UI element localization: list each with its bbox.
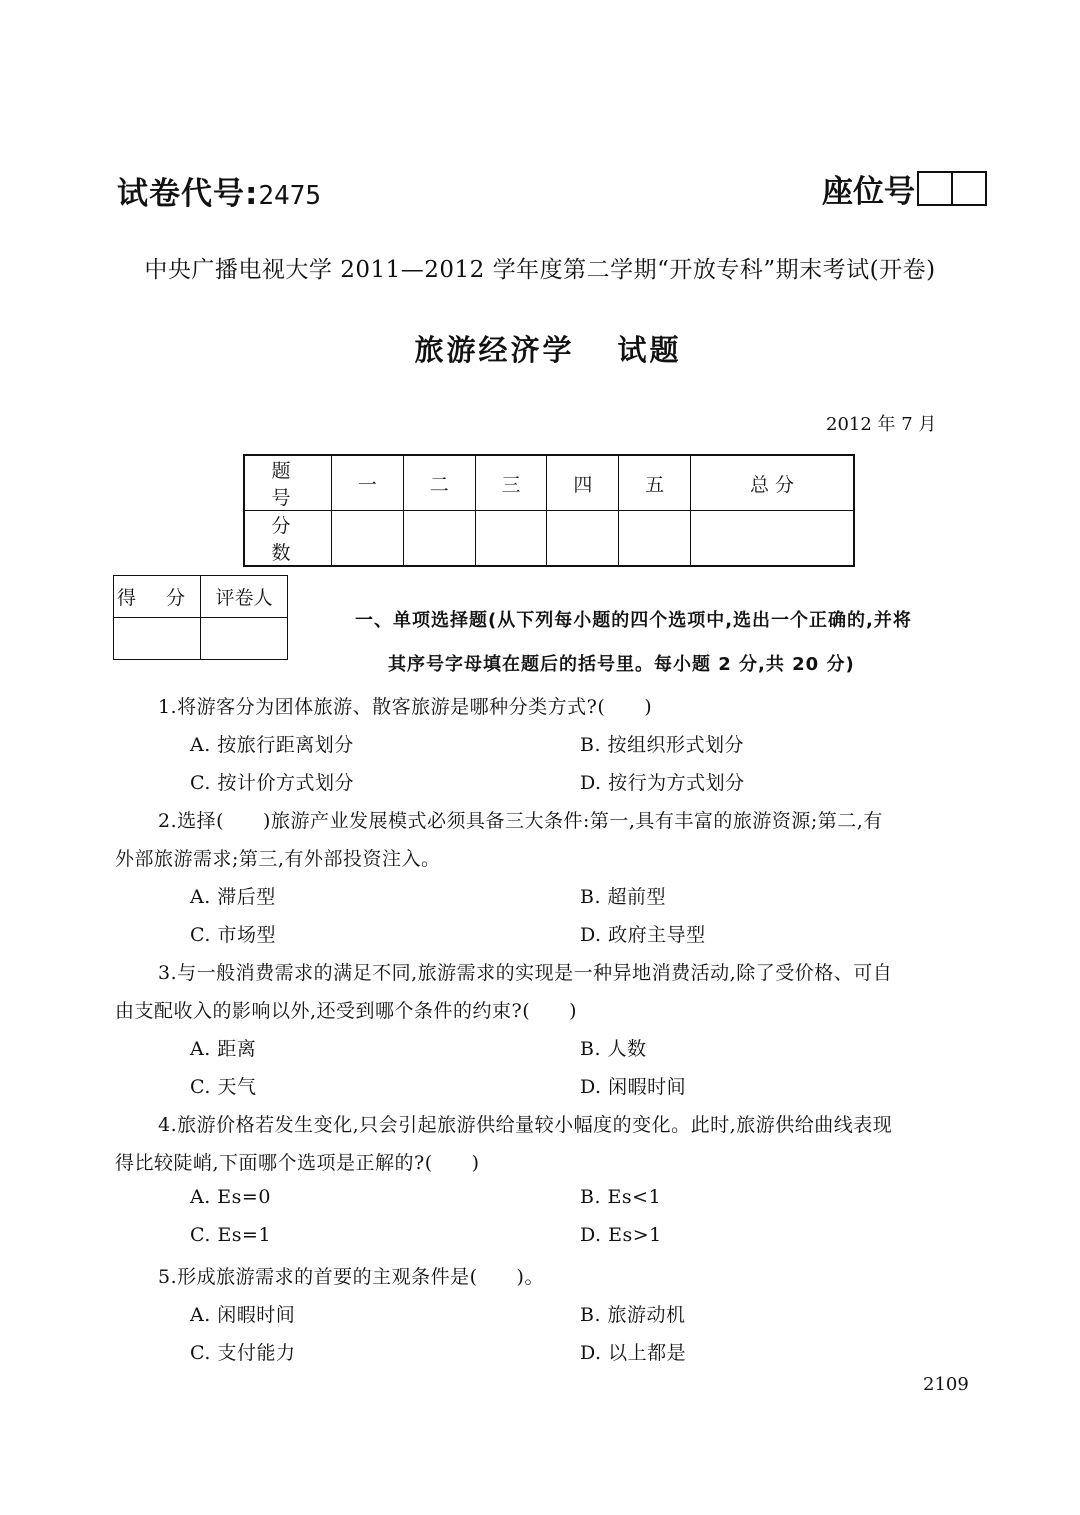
question-2-text-line-2: 外部旅游需求;第三,有外部投资注入。 (115, 848, 441, 870)
question-3-option-a: A. 距离 (190, 1038, 257, 1060)
grader-name-label: 评卷人 (201, 576, 288, 618)
question-1-option-c: C. 按计价方式划分 (190, 772, 354, 794)
score-table-header-cell: 总 分 (691, 455, 854, 511)
question-2-text-line-1: 2.选择( )旅游产业发展模式必须具备三大条件:第一,具有丰富的旅游资源;第二,有 (158, 810, 883, 832)
paper-code (117, 168, 321, 213)
institution-line: 中央广播电视大学 2011—2012 学年度第二学期“开放专科”期末考试(开卷) (144, 257, 936, 283)
score-table (243, 454, 855, 567)
score-table-header-cell: 三 (475, 455, 547, 511)
question-1-option-b: B. 按组织形式划分 (580, 734, 745, 756)
question-2-option-c: C. 市场型 (190, 924, 276, 946)
question-3-option-d: D. 闲暇时间 (580, 1076, 687, 1098)
exam-title: 旅游经济学 试题 (414, 333, 682, 367)
score-table-header-cell: 一 (332, 455, 404, 511)
question-2-option-a: A. 滞后型 (190, 886, 276, 908)
grader-score-cell (114, 618, 201, 660)
section-heading-line-1: 一、单项选择题(从下列每小题的四个选项中,选出一个正确的,并将 (355, 610, 912, 631)
grader-name-cell (201, 618, 288, 660)
score-table-header-row (244, 455, 854, 511)
question-3-option-b: B. 人数 (580, 1038, 647, 1060)
question-1-option-d: D. 按行为方式划分 (580, 772, 745, 794)
score-table-header-cell: 题 号 (244, 455, 332, 511)
score-cell (691, 511, 854, 567)
seat-number (822, 166, 987, 211)
section-heading-line-2: 其序号字母填在题后的括号里。每小题 2 分,共 20 分) (388, 654, 855, 675)
question-3-text-line-1: 3.与一般消费需求的满足不同,旅游需求的实现是一种异地消费活动,除了受价格、可自 (158, 962, 893, 984)
question-2-option-d: D. 政府主导型 (580, 924, 706, 946)
question-1-text: 1.将游客分为团体旅游、散客旅游是哪种分类方式?( ) (158, 696, 653, 718)
paper-code-number: 2475 (258, 181, 322, 211)
seat-number-boxes (917, 171, 987, 206)
score-table-header-cell: 四 (547, 455, 619, 511)
question-5-option-d: D. 以上都是 (580, 1342, 687, 1364)
seat-box-2 (951, 173, 985, 204)
question-4-option-b: B. Es<1 (580, 1186, 662, 1208)
score-cell (475, 511, 547, 567)
question-1-option-a: A. 按旅行距离划分 (190, 734, 354, 756)
question-4-option-a: A. Es=0 (190, 1186, 271, 1208)
score-table-header-cell: 二 (403, 455, 475, 511)
score-table-score-row (244, 511, 854, 567)
score-cell (619, 511, 691, 567)
seat-number-label: 座位号 (822, 174, 915, 210)
page-number: 2109 (923, 1374, 969, 1395)
question-5-text: 5.形成旅游需求的首要的主观条件是( )。 (158, 1266, 544, 1288)
question-2-option-b: B. 超前型 (580, 886, 667, 908)
question-4-option-c: C. Es=1 (190, 1224, 272, 1246)
grader-table (113, 575, 288, 660)
question-5-option-c: C. 支付能力 (190, 1342, 296, 1364)
exam-date: 2012 年 7 月 (826, 414, 937, 435)
score-cell (547, 511, 619, 567)
grader-score-label: 得 分 (114, 576, 201, 618)
score-table-row-label: 分 数 (244, 511, 332, 567)
score-table-header-cell: 五 (619, 455, 691, 511)
question-4-text-line-1: 4.旅游价格若发生变化,只会引起旅游供给量较小幅度的变化。此时,旅游供给曲线表现 (158, 1114, 893, 1136)
question-5-option-b: B. 旅游动机 (580, 1304, 686, 1326)
score-cell (332, 511, 404, 567)
paper-code-label: 试卷代号: (117, 176, 259, 212)
seat-box-1 (919, 173, 951, 204)
question-5-option-a: A. 闲暇时间 (190, 1304, 296, 1326)
question-4-option-d: D. Es>1 (580, 1224, 662, 1246)
question-3-text-line-2: 由支配收入的影响以外,还受到哪个条件的约束?( ) (115, 1000, 578, 1022)
score-cell (403, 511, 475, 567)
question-3-option-c: C. 天气 (190, 1076, 257, 1098)
question-4-text-line-2: 得比较陡峭,下面哪个选项是正解的?( ) (115, 1152, 480, 1174)
